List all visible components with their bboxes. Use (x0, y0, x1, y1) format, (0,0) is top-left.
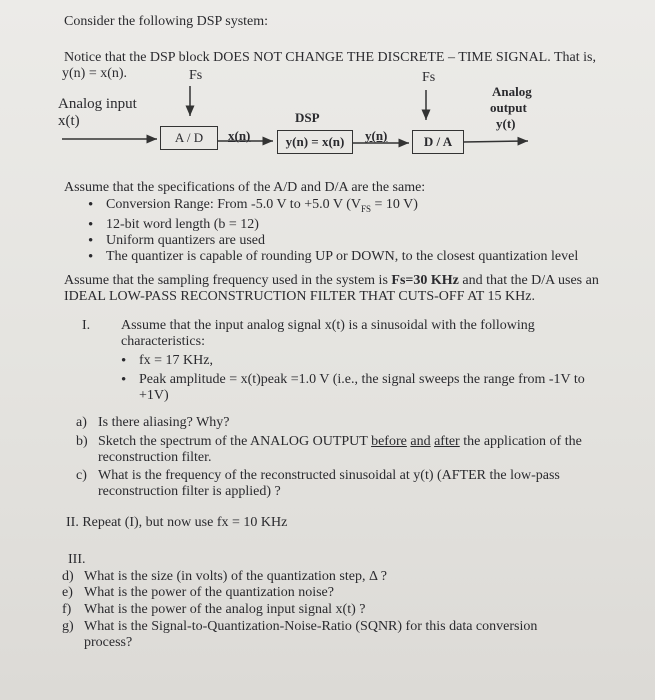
fs-right-label: Fs (422, 70, 436, 85)
spec-rounding: • The quantizer is capable of rounding UP or DOWN, to the closest quantization level (84, 249, 578, 265)
specs-list (84, 197, 578, 265)
analog-input-signal: x(t) (58, 113, 80, 129)
question-g: g) What is the Signal-to-Quantization-Noise-Ratio (SQNR) for this data conversion process? (62, 619, 538, 650)
part-1-amplitude: • Peak amplitude = x(t)peak =1.0 V (i.e., the signal sweeps the range from -1V to (117, 372, 585, 388)
question-b: b) Sketch the spectrum of the ANALOG OUTPUT before and after the application of the reconstruction filter. (76, 434, 582, 465)
fs-left-label: Fs (189, 68, 203, 83)
specs-heading: Assume that the specifications of the A/D and D/A are the same: (64, 180, 426, 195)
spec-uniform-quantizers: • Uniform quantizers are used (84, 233, 578, 249)
output-arrow (463, 141, 528, 142)
part-1-number: I. (82, 318, 91, 333)
spec-word-length: • 12-bit word length (b = 12) (84, 217, 578, 233)
part-1-bullets (117, 353, 585, 404)
question-a: a) Is there aliasing? Why? (76, 415, 230, 430)
analog-output-label-2: output (490, 100, 527, 115)
question-c: c) What is the frequency of the reconstructed sinusoidal at y(t) (AFTER the low-pass reconstruction filter is applied) ? (76, 468, 560, 499)
part-3-number: III. (68, 552, 86, 567)
intro-notice: Notice that the DSP block DOES NOT CHANGE THE DISCRETE – TIME SIGNAL. That is, (64, 50, 596, 65)
sampling-line-1: Assume that the sampling frequency used in the system is Fs=30 KHz and that the D/A uses an (64, 273, 599, 288)
part-1-line-2: characteristics: (121, 334, 205, 349)
intro-title: Consider the following DSP system: (64, 14, 269, 29)
part-1-line-1: Assume that the input analog signal x(t) is a sinusoidal with the following (121, 318, 535, 333)
analog-output-signal: y(t) (496, 116, 516, 131)
part-1-frequency: • fx = 17 KHz, (117, 353, 585, 369)
question-d: d) What is the size (in volts) of the quantization step, Δ ? (62, 569, 387, 584)
ad-block: A / D (160, 126, 218, 150)
da-block: D / A (412, 130, 464, 154)
xn-label: x(n) (228, 128, 251, 143)
part-1-amplitude-cont: +1V) (139, 388, 169, 403)
analog-output-label-1: Analog (492, 84, 532, 99)
sampling-line-2: IDEAL LOW-PASS RECONSTRUCTION FILTER THAT CUTS-OFF AT 15 KHz. (64, 289, 535, 304)
spec-conversion-range: • Conversion Range: From -5.0 V to +5.0 V ($V_{FS} = 10$ V) (84, 197, 578, 217)
question-f: f) What is the power of the analog input signal x(t) ? (62, 602, 366, 617)
part-2: II. Repeat (I), but now use fx = 10 KHz (66, 515, 288, 530)
dsp-title: DSP (295, 110, 320, 125)
dsp-block: y(n) = x(n) (277, 130, 353, 154)
yn-label: y(n) (365, 128, 388, 143)
analog-input-label: Analog input (58, 96, 137, 112)
intro-equation: y(n) = x(n). (62, 66, 128, 81)
question-e: e) What is the power of the quantization noise? (62, 585, 334, 600)
